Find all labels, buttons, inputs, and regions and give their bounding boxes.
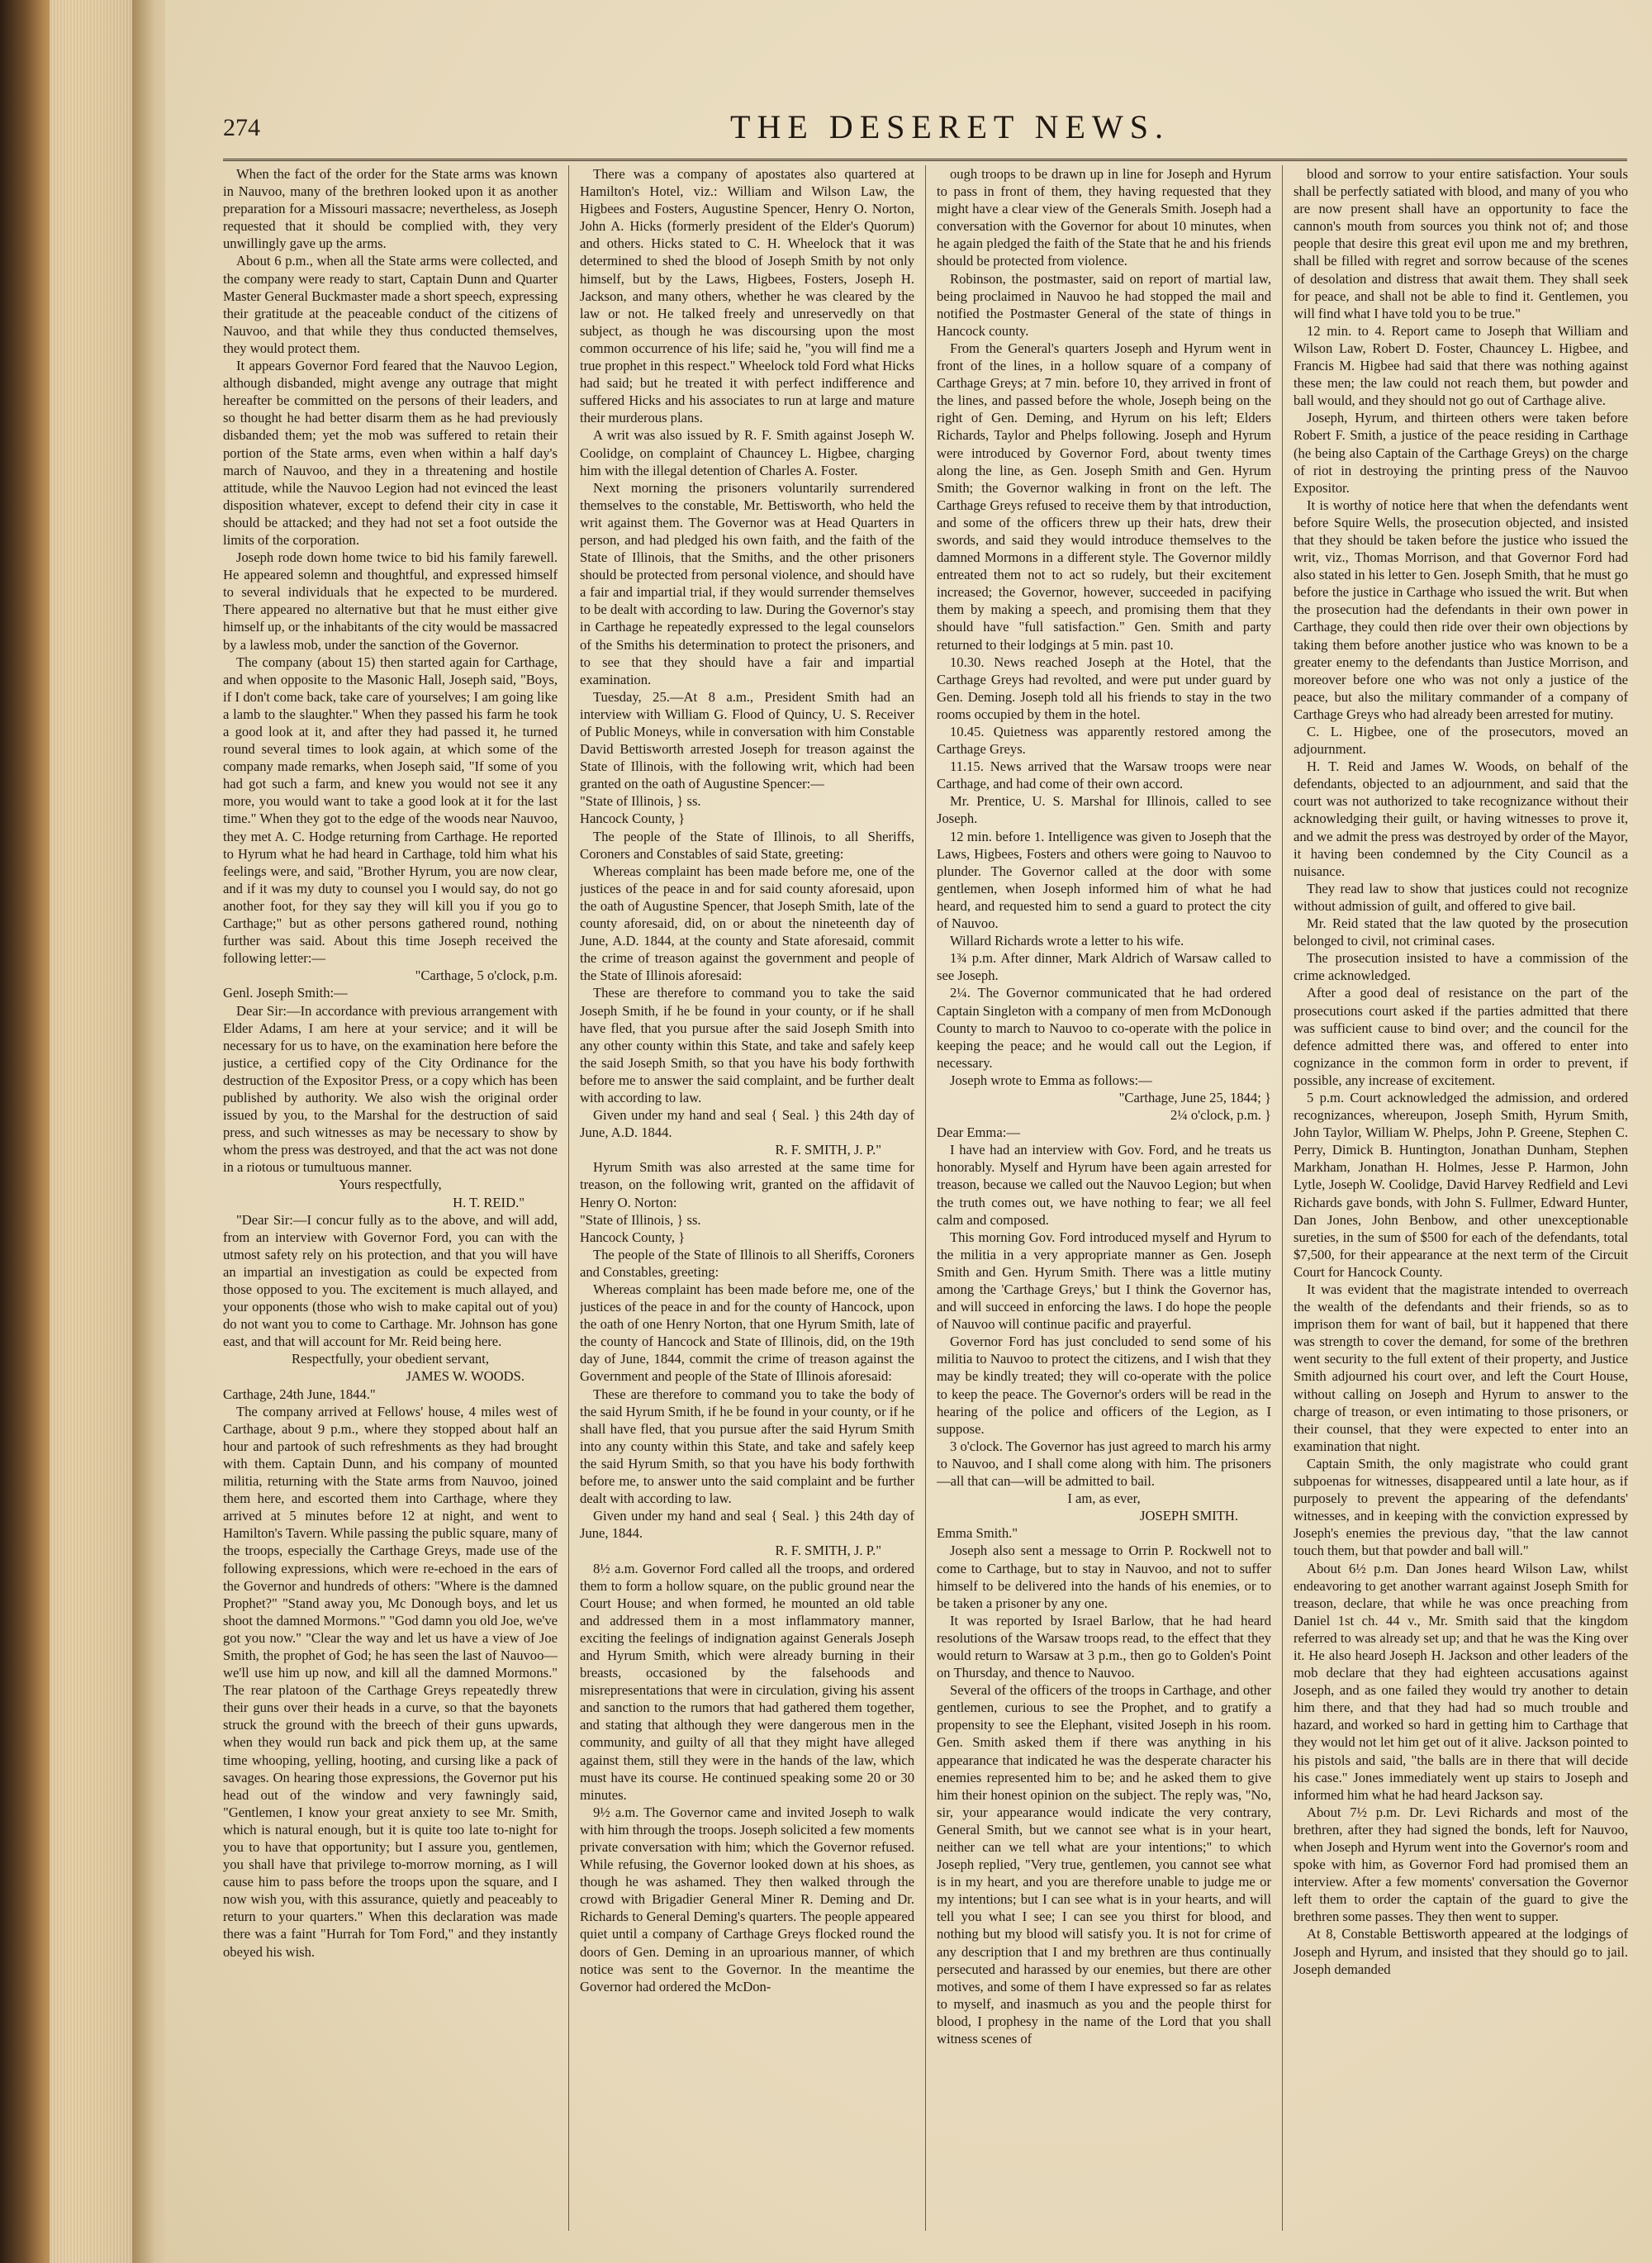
article-paragraph: Captain Smith, the only magistrate who could grant subpoenas for witnesses, disappeared until a late hour, as if purposely to prevent the appearing of the defendants' witnesses, and in keeping with the conviction expressed by Joseph's enemies the previous day, "that the law cannot touch them, but that powder and ball will." (1294, 1455, 1628, 1559)
article-paragraph: Given under my hand and seal { Seal. } this 24th day of June, A.D. 1844. (580, 1107, 914, 1141)
article-paragraph: 1¾ p.m. After dinner, Mark Aldrich of Warsaw called to see Joseph. (937, 950, 1271, 984)
article-paragraph: Robinson, the postmaster, said on report of martial law, being proclaimed in Nauvoo he had stopped the mail and notified the Postmaster General of the state of things in Hancock county. (937, 270, 1271, 339)
article-paragraph: Whereas complaint has been made before me, one of the justices of the peace in and for the county of Hancock, upon the oath of one Henry Norton, that one Hyrum Smith, late of the county of Hancock and State of Illinois, did, on the 19th day of June, 1844, commit the crime of treason against the Government and people of the State of Illinois aforesaid: (580, 1281, 914, 1385)
article-paragraph: Joseph wrote to Emma as follows:— (950, 1072, 1152, 1088)
article-paragraph: It was evident that the magistrate intended to overreach the wealth of the defendants and their friends, so as to imprison them for want of bail, but it happened that there was strength to cover the demand, for some of the brethren went security to the full extent of their property, and Justice Smith adjourned his court over, and left the Court House, without calling on Joseph and Hyrum to answer to the charge of treason, or even intimating to those prisoners, or their counsel, that they were expected to enter into an examination that night. (1294, 1281, 1628, 1454)
column-rule (1282, 165, 1283, 2231)
article-paragraph: When the fact of the order for the State arms was known in Nauvoo, many of the brethren looked upon it as another preparation for a Missouri massacre; nevertheless, as Joseph requested that it should be complied with, they very unwillingly gave up the arms. (223, 166, 558, 252)
article-paragraph: A writ was also issued by R. F. Smith against Joseph W. Coolidge, on complaint of Chauncey L. Higbee, charging him with the illegal detention of Charles A. Foster. (580, 427, 914, 478)
article-paragraph: Whereas complaint has been made before me, one of the justices of the peace in and for said county aforesaid, upon the oath of Augustine Spencer, that Joseph Smith, late of the county aforesaid, did, on or about the nineteenth day of June, A.D. 1844, at the county and State aforesaid, commit the crime of treason against the government and people of the State of Illinois aforesaid: (580, 863, 914, 984)
article-paragraph: Genl. Joseph Smith:— (223, 985, 348, 1001)
article-paragraph: 11.15. News arrived that the Warsaw troops were near Carthage, and had come of their own accord. (937, 758, 1271, 792)
article-paragraph: Yours respectfully, (339, 1177, 442, 1193)
masthead-title: THE DESERET NEWS. (730, 108, 1170, 145)
article-paragraph: Given under my hand and seal { Seal. } this 24th day of June, 1844. (580, 1508, 914, 1542)
article-paragraph: 10.45. Quietness was apparently restored among the Carthage Greys. (937, 724, 1271, 758)
article-paragraph: The people of the State of Illinois, to all Sheriffs, Coroners and Constables of said State, greeting: (580, 828, 914, 862)
article-paragraph: About 6 p.m., when all the State arms were collected, and the company were ready to start, Captain Dunn and Quarter Master General Buckmaster made a short speech, expressing their gratitude at the peaceable conduct of the citizens of Nauvoo, and that while they thus conducted themselves, they would protect them. (223, 253, 558, 356)
article-paragraph: 8½ a.m. Governor Ford called all the troops, and ordered them to form a hollow square, on the public ground near the Court House; and when formed, he mounted an old table and addressed them in a most inflammatory manner, exciting the feelings of indignation against Generals Joseph and Hyrum Smith, which were already burning in their breasts, occasioned by the falsehoods and misrepresentations that were in circulation, giving his assent and sanction to the rumors that had gathered them together, and stating that although they were dangerous men in the community, and guilty of all that they might have alleged against them, still they were in the hands of the law, which must have its course. He continued speaking some 20 or 30 minutes. (580, 1560, 914, 1803)
column-3 (937, 165, 1271, 2231)
article-paragraph: Carthage, 24th June, 1844." (223, 1386, 376, 1402)
article-paragraph: Mr. Prentice, U. S. Marshal for Illinois, called to see Joseph. (937, 793, 1271, 827)
article-paragraph: These are therefore to command you to take the body of the said Hyrum Smith, if he be found in your county, or if he shall have fled, that you pursue after the said Hyrum Smith into any county within this State, and take and safely keep the said Hyrum Smith, so that you have his body forthwith before me, to answer unto the said complaint and be further dealt with according to law. (580, 1386, 914, 1507)
article-paragraph: Next morning the prisoners voluntarily surrendered themselves to the constable, Mr. Bettisworth, who held the writ against them. The Governor was at Head Quarters in person, and had pledged his own faith, and the faith of the State of Illinois, that the Smiths, and the other prisoners should be protected from personal violence, and should have a fair and impartial trial, if they would surrender themselves to be dealt with according to law. During the Governor's stay in Carthage he repeatedly expressed to the legal counselors of the Smiths his determination to protect the prisoners, and to see that they should have a fair and impartial examination. (580, 479, 914, 687)
article-paragraph: They read law to show that justices could not recognize without admission of guilt, and offered to give bail. (1294, 880, 1628, 914)
article-paragraph: Joseph also sent a message to Orrin P. Rockwell not to come to Carthage, but to stay in Nauvoo, and not to suffer himself to be delivered into the hands of his enemies, or to be taken a prisoner by any one. (937, 1543, 1271, 1611)
article-paragraph: Joseph rode down home twice to bid his family farewell. He appeared solemn and thoughtful, and expressed himself to several individuals that he expected to be murdered. There appeared no alternative but that he must either give himself up, or the inhabitants of the city would be massacred by a lawless mob, under the sanction of the Governor. (223, 549, 558, 653)
article-paragraph: 12 min. to 4. Report came to Joseph that William and Wilson Law, Robert D. Foster, Chauncey L. Higbee, and Francis M. Higbee had said that there was nothing against these men; the law could not reach them, but powder and ball would, and they should not go out of Carthage alive. (1294, 322, 1628, 409)
article-paragraph: Willard Richards wrote a letter to his wife. (950, 933, 1184, 949)
article-paragraph: The company arrived at Fellows' house, 4 miles west of Carthage, about 9 p.m., where they stopped about half an hour and partook of such refreshments as they had brought with them. Captain Dunn, and his company of mounted militia, returning with the State arms from Nauvoo, joined them here, and escorted them into Carthage, where they arrived at 5 minutes before 12 at night, and went to Hamilton's Tavern. While passing the public square, many of the troops, especially the Carthage Greys, made use of the following expressions, which were re-echoed in the ears of the Governor and hundreds of others: "Where is the damned Prophet?" "Stand away you, Mc Donough boys, and let us shoot the damned Mormons." "God damn you old Joe, we've got you now." "Clear the way and let us have a view of Joe Smith, the prophet of God; he has seen the last of Nauvoo—we'll use him up now, and kill all the damned Mormons." The rear platoon of the Carthage Greys repeatedly threw their guns over their heads in a curve, so that the bayonets struck the ground with the breech of their guns upwards, when they would run back and pick them up, at the same time whooping, yelling, hooting, and cursing like a pack of savages. On hearing those expressions, the Governor put his head out of the window and very fawningly said, "Gentlemen, I know your great anxiety to see Mr. Smith, which is natural enough, but it is quite too late to-night for you to have that opportunity; but I assure you, gentlemen, you shall have that privilege to-morrow morning, as I will cause him to pass before the troops upon the square, and I now wish you, with this assurance, quietly and peaceably to return to your quarters." When this declaration was made there was a faint "Hurrah for Tom Ford," and they instantly obeyed his wish. (223, 1403, 558, 1960)
page-number: 274 (223, 114, 260, 141)
article-paragraph: Governor Ford has just concluded to send some of his militia to Nauvoo to protect the citizens, and I wish that they may be kindly treated; they will co-operate with the police to keep the peace. The Governor's orders will be read in the hearing of the police and officers of the Legion, as I suppose. (937, 1334, 1271, 1437)
article-paragraph: "State of Illinois, } ss. (580, 793, 701, 810)
article-paragraph: The prosecution insisted to have a commission of the crime acknowledged. (1294, 950, 1628, 984)
column-4 (1294, 165, 1628, 2231)
article-paragraph: Mr. Reid stated that the law quoted by the prosecution belonged to civil, not criminal cases. (1294, 915, 1628, 949)
article-paragraph: About 6½ p.m. Dan Jones heard Wilson Law, whilst endeavoring to get another warrant against Joseph Smith for treason, declare, that while he was once preaching from Daniel 1st ch. 44 v., Mr. Smith said that the kingdom referred to was already set up; and that he was the King over it. He also heard Joseph H. Jackson and other leaders of the mob declare that they had eighteen accusations against Joseph, and as one failed they would try another to detain him there, and that they had had so much trouble and hazard, and worked so hard in getting him to Carthage that they would not let him get out of it alive. Jackson pointed to his pistols and said, "the balls are in there that will decide his case." Jones immediately went up stairs to Joseph and informed him what he had heard Jackson say. (1294, 1560, 1628, 1803)
article-paragraph: These are therefore to command you to take the said Joseph Smith, if he be found in your county, or if he shall have fled, that you pursue after the said Joseph Smith into any other county within this State, and take and safely keep the said Joseph Smith, so that you have his body forthwith before me to answer the said complaint, and be further dealt with according to law. (580, 985, 914, 1105)
article-paragraph: Dear Sir:—In accordance with previous arrangement with Elder Adams, I am here at your service; and it will be necessary for us to have, on the examination here before the justice, a certified copy of the City Ordinance for the destruction of the Expositor Press, or a copy which has been published by authority. We also wish the original order issued by you, to the Marshal for the destruction of said press, and such witnesses as may be necessary to show by whom the press was destroyed, and that the act was not done in a riotous or tumultuous manner. (223, 1002, 558, 1176)
article-paragraph: H. T. REID." (453, 1194, 525, 1210)
article-paragraph: There was a company of apostates also quartered at Hamilton's Hotel, viz.: William and Wilson Law, the Higbees and Fosters, Augustine Spencer, Henry O. Norton, John A. Hicks (formerly president of the Elder's Quorum) and others. Hicks stated to C. H. Wheelock that it was determined to shed the blood of Joseph Smith by not only himself, but by the Laws, Higbees, Fosters, Joseph H. Jackson, and many others, whether he was cleared by the law or not. He talked freely and unreservedly on that subject, as though he was discoursing upon the most common occurrence of his life; said he, "you will find me a true prophet in this respect." Wheelock told Ford what Hicks had said; but he treated it with perfect indifference and suffered Hicks and his associates to run at large and mature their murderous plans. (580, 166, 914, 426)
article-paragraph: 10.30. News reached Joseph at the Hotel, that the Carthage Greys had revolted, and were put under guard by Gen. Deming. Joseph told all his friends to stay in the two rooms occupied by them in the hotel. (937, 654, 1271, 722)
article-paragraph: It appears Governor Ford feared that the Nauvoo Legion, although disbanded, might avenge any outrage that might hereafter be committed on the persons of their leaders, and so thought he had better disarm them as he had previously disbanded them; yet the mob was suffered to retain their portion of the State arms, even when within a half day's march of Nauvoo, and they in a threatening and hostile attitude, while the Nauvoo Legion had not evinced the least disposition whatever, except to defend their city in case it should be attacked; and they had not set a foot outside the limits of the corporation. (223, 358, 558, 548)
article-paragraph: About 7½ p.m. Dr. Levi Richards and most of the brethren, after they had signed the bonds, left for Nauvoo, when Joseph and Hyrum went into the Governor's room and spoke with him, as Governor Ford had promised them an interview. After a few moments' conversation the Governor left them to order the captain of the guard to give the brethren some passes. They then went to supper. (1294, 1804, 1628, 1925)
article-paragraph: Hyrum Smith was also arrested at the same time for treason, on the following writ, granted on the affidavit of Henry O. Norton: (580, 1159, 914, 1210)
article-paragraph: It is worthy of notice here that when the defendants went before Squire Wells, the prosecution objected, and insisted that they should be taken before the justice who issued the writ, viz., Thomas Morrison, and that Governor Ford had also stated in his letter to Gen. Joseph Smith, that he must go before the justice in Carthage who issued the writ. But when the prosecution had the defendants in their own power in Carthage, they could then ride over their own objections by taking them before another justice who was known to be a greater enemy to the defendants than Justice Morrison, and moreover before one who was not only a justice of the peace, but also the military commander of a company of Carthage Greys who had already been arrested for mutiny. (1294, 497, 1628, 722)
newspaper-page (165, 0, 1652, 2263)
article-paragraph: At 8, Constable Bettisworth appeared at the lodgings of Joseph and Hyrum, and insisted that they should go to jail. Joseph demanded (1294, 1926, 1628, 1977)
article-paragraph: blood and sorrow to your entire satisfaction. Your souls shall be perfectly satiated with blood, and many of you who are now present shall have an opportunity to face the cannon's mouth from sources you think not of; and those people that desire this great evil upon me and my brethren, shall be filled with regret and sorrow because of the scenes of desolation and distress that await them. They shall seek for peace, and shall not be able to find it. Gentlemen, you will find what I have told you to be true." (1294, 166, 1628, 321)
article-paragraph: 3 o'clock. The Governor has just agreed to march his army to Nauvoo, and I shall come along with him. The prisoners—all that can—will be admitted to bail. (937, 1438, 1271, 1490)
column-rule (568, 165, 569, 2231)
article-paragraph: The company (about 15) then started again for Carthage, and when opposite to the Masonic Hall, Joseph said, "Boys, if I don't come back, take care of yourselves; I am going like a lamb to the slaughter." When they passed his farm he took a good look at it, and after they had passed it, he turned round several times to look again, at which some of the company made remarks, when Joseph said, "If some of you had got such a farm, and knew you would not see it any more, you would want to take a good look at it for the last time." When they got to the edge of the woods near Nauvoo, they met A. C. Hodge returning from Carthage. He reported to Hyrum what he had heard in Carthage, told him what his feelings were, and said, "Brother Hyrum, you are now clear, and if it was my duty to counsel you I would say, do not go another foot, for they say they will kill you if you go to Carthage;" but as other persons gathered round, nothing further was said. About this time Joseph received the following letter:— (223, 654, 558, 967)
column-1 (223, 165, 558, 2231)
article-paragraph: "Carthage, 5 o'clock, p.m. (415, 967, 558, 984)
column-rule (925, 165, 926, 2231)
page-edges (50, 0, 140, 2263)
article-paragraph: 2¼. The Governor communicated that he had ordered Captain Singleton with a company of men from McDonough County to march to Nauvoo to co-operate with the police in keeping the peace; and he would call out the Legion, if necessary. (937, 985, 1271, 1071)
article-paragraph: Hancock County, } (580, 1229, 686, 1245)
article-paragraph: Tuesday, 25.—At 8 a.m., President Smith had an interview with William G. Flood of Quincy, U. S. Receiver of Public Moneys, while in conversation with him Constable David Bettisworth arrested Joseph for treason against the State of Illinois, with the following writ, which had been granted on the oath of Augustine Spencer:— (580, 688, 914, 792)
header-rule (223, 150, 1627, 161)
article-paragraph: Dear Emma:— (937, 1124, 1020, 1141)
article-paragraph: The people of the State of Illinois to all Sheriffs, Coroners and Constables, greeting: (580, 1246, 914, 1280)
article-paragraph: It was reported by Israel Barlow, that he had heard resolutions of the Warsaw troops read, to the effect that they would return to Warsaw at 3 p.m., then go to Golden's Point on Thursday, and thence to Nauvoo. (937, 1612, 1271, 1681)
article-paragraph: From the General's quarters Joseph and Hyrum went in front of the lines, in a hollow square of a company of Carthage Greys; at 7 min. before 10, they arrived in front of the lines, and passed before the whole, Joseph being on the right of Gen. Deming, and Hyrum on his left; Elders Richards, Taylor and Phelps following. Joseph and Hyrum were introduced by Governor Ford, about twenty times along the line, as Gen. Joseph Smith and Gen. Hyrum Smith; the Governor walking in front on the left. The Carthage Greys refused to receive them by that introduction, and some of the officers threw up their hats, drew their swords, and said they would introduce themselves to the damned Mormons in a different style. The Governor mildly entreated them not to act so rudely, but their excitement increased; the Governor, however, succeeded in pacifying them by making a speech, and promising them that they should have "full satisfaction." Gen. Smith and party returned to their lodgings at 5 min. past 10. (937, 340, 1271, 653)
page-header (223, 107, 1627, 149)
article-paragraph: Joseph, Hyrum, and thirteen others were taken before Robert F. Smith, a justice of the peace residing in Carthage (he being also Captain of the Carthage Greys) on the charge of riot in destroying the printing press of the Nauvoo Expositor. (1294, 410, 1628, 496)
article-paragraph: Respectfully, your obedient servant, (291, 1351, 489, 1367)
article-paragraph: I am, as ever, (1067, 1490, 1141, 1507)
article-paragraph: R. F. SMITH, J. P." (775, 1142, 881, 1158)
article-paragraph: H. T. Reid and James W. Woods, on behalf of the defendants, objected to an adjournment, and said that the court was not authorized to take recognizance without their acknowledging their guilt, or having witnesses to prove it, and we admit the press was destroyed by order of the Mayor, it having been condemned by the City Council as a nuisance. (1294, 758, 1628, 879)
article-paragraph: This morning Gov. Ford introduced myself and Hyrum to the militia in a very appropriate manner as Gen. Joseph Smith and Gen. Hyrum Smith. There was a little mutiny among the 'Carthage Greys,' but I think the Governor has, and will succeed in enforcing the laws. I do hope the people of Nauvoo will continue pacific and prayerful. (937, 1229, 1271, 1333)
article-paragraph: I have had an interview with Gov. Ford, and he treats us honorably. Myself and Hyrum have been again arrested for treason, because we called out the Nauvoo Legion; but when the truth comes out, we have nothing to fear; we all feel calm and composed. (937, 1142, 1271, 1228)
article-paragraph: JAMES W. WOODS. (406, 1368, 525, 1385)
article-paragraph: "State of Illinois, } ss. (580, 1211, 701, 1228)
article-paragraph: "Dear Sir:—I concur fully as to the above, and will add, from an interview with Governor Ford, you can with the utmost safety rely on his protection, and that you will have an impartial an investigation as could be expected from those opposed to you. The excitement is much allayed, and your opponents (those who wish to make capital out of you) do not want you to come to Carthage. Mr. Johnson has gone east, and that will account for Mr. Reid being here. (223, 1211, 558, 1350)
article-paragraph: C. L. Higbee, one of the prosecutors, moved an adjournment. (1294, 724, 1628, 758)
article-paragraph: ough troops to be drawn up in line for Joseph and Hyrum to pass in front of them, they having requested that they might have a clear view of the Generals Smith. Joseph had a conversation with the Governor for about 10 minutes, when he again pledged the faith of the State that he and his friends should be protected from violence. (937, 166, 1271, 269)
column-2 (580, 165, 914, 2231)
article-paragraph: Several of the officers of the troops in Carthage, and other gentlemen, curious to see the Prophet, and to gratify a propensity to see the Elephant, visited Joseph in his room. Gen. Smith asked them if there was anything in his appearance that indicated he was the desperate character his enemies represented him to be; and he asked them to give him their honest opinion on the subject. The reply was, "No, sir, your appearance would indicate the very contrary, General Smith, but we cannot see what is in your heart, neither can we tell what are your intentions;" to which Joseph replied, "Very true, gentlemen, you cannot see what is in my heart, and you are therefore unable to judge me or my intentions; but I can see what is in your hearts, and will tell you what I see; I can see you thirst for blood, and nothing but my blood will satisfy you. It is not for crime of any description that I and my brethren are thus continually persecuted and harassed by our enemies, but there are other motives, and some of them I have expressed so far as relates to myself, and inasmuch as you and the people thirst for blood, I prophesy in the name of the Lord that you shall witness scenes of (937, 1682, 1271, 2047)
article-paragraph: Hancock County, } (580, 811, 686, 827)
article-paragraph: R. F. SMITH, J. P." (775, 1543, 881, 1559)
article-paragraph: Emma Smith." (937, 1525, 1018, 1542)
article-paragraph: 9½ a.m. The Governor came and invited Joseph to walk with him through the troops. Joseph solicited a few moments private conversation with him; which the Governor refused. While refusing, the Governor looked down at his shoes, as though he was ashamed. They then walked through the crowd with Brigadier General Miner R. Deming and Dr. Richards to General Deming's quarters. The people appeared quiet until a company of Carthage Greys flocked round the doors of Gen. Deming in an uproarious manner, of which notice was sent to the Governor. In the meantime the Governor had ordered the McDon- (580, 1804, 914, 1994)
article-paragraph: After a good deal of resistance on the part of the prosecutions court asked if the parties admitted that there was sufficient cause to bind over; and the council for the defence admitted there was, and offered to enter into cognizance in the common form in order to prevent, if possible, any increase of excitement. (1294, 985, 1628, 1088)
article-paragraph: 2¼ o'clock, p.m. } (1170, 1107, 1271, 1124)
article-paragraph: 12 min. before 1. Intelligence was given to Joseph that the Laws, Higbees, Fosters and others were going to Nauvoo to plunder. The Governor called at the door with some gentlemen, when Joseph informed him of what he had heard, and requested him to send a guard to protect the city of Nauvoo. (937, 828, 1271, 932)
article-columns (223, 165, 1627, 2247)
article-paragraph: "Carthage, June 25, 1844; } (1118, 1089, 1271, 1105)
article-paragraph: 5 p.m. Court acknowledged the admission, and ordered recognizances, whereupon, Joseph Smith, Hyrum Smith, John Taylor, William W. Phelps, John P. Greene, Stephen C. Perry, Dimick B. Huntington, Jonathan Dunham, Stephen Markham, Jonathan H. Holmes, Jesse P. Harmon, John Lytle, Joseph W. Coolidge, David Harvey Redfield and Levi Richards gave bonds, with John S. Fullmer, Edward Hunter, Dan Jones, John Benbow, and other unexceptionable sureties, in the sum of $500 for each of the defendants, total $7,500, for their appearance at the next term of the Circuit Court for Hancock County. (1294, 1089, 1628, 1280)
article-paragraph: JOSEPH SMITH. (1140, 1508, 1238, 1524)
